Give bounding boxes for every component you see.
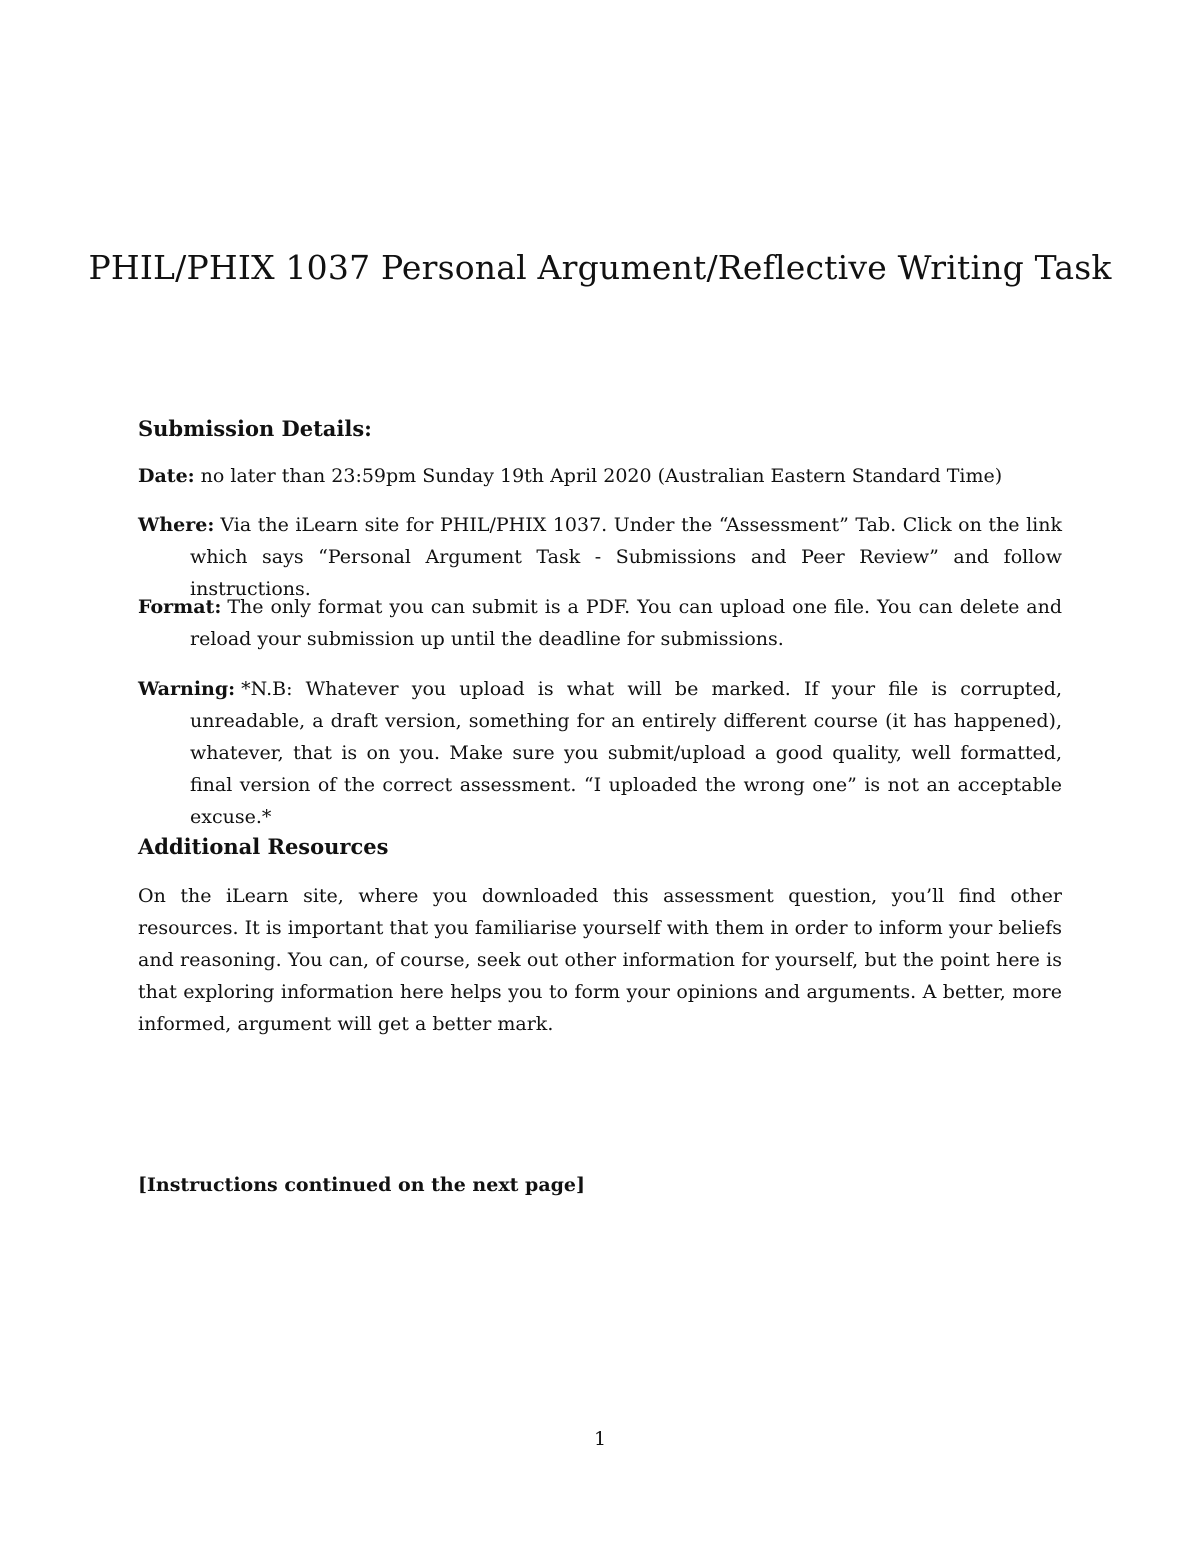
warning-entry: [138, 673, 1062, 833]
format-entry: [138, 591, 1062, 655]
continued-note: [Instructions continued on the next page]: [138, 1174, 585, 1196]
format-text: The only format you can submit is a PDF. You can upload one file. You can delete and reload your submission up until the deadline for submissions.: [190, 596, 1062, 650]
page-number: 1: [593, 1428, 607, 1450]
warning-text: *N.B: Whatever you upload is what will be marked. If your file is corrupted, unreadable, a draft version, something for an entirely different course (it has happened), whatever, that is on you. Make sure you submit/upload a good quality, well formatted, final version of the correct assessment. “I uploaded the wrong one” is not an acceptable excuse.*: [190, 678, 1062, 828]
warning-term: Warning:: [138, 678, 236, 700]
page-title: PHIL/PHIX 1037 Personal Argument/Reflective Writing Task: [88, 248, 1112, 287]
additional-resources-heading: Additional Resources: [138, 834, 389, 859]
submission-details-heading: Submission Details:: [138, 416, 372, 441]
date-text: no later than 23:59pm Sunday 19th April 2020 (Australian Eastern Standard Time): [200, 465, 1003, 487]
where-text: Via the iLearn site for PHIL/PHIX 1037. Under the “Assessment” Tab. Click on the link which says “Personal Argument Task - Submissions and Peer Review” and follow instructions.: [190, 514, 1062, 600]
format-term: Format:: [138, 596, 222, 618]
resources-paragraph: On the iLearn site, where you downloaded this assessment question, you’ll find other resources. It is important that you familiarise yourself with them in order to inform your beliefs and reasoning. You can, of course, seek out other information for yourself, but the point here is that exploring information here helps you to form your opinions and arguments. A better, more informed, argument will get a better mark.: [138, 885, 1062, 1035]
where-term: Where:: [138, 514, 215, 536]
date-term: Date:: [138, 465, 195, 487]
date-entry: [138, 460, 1062, 492]
